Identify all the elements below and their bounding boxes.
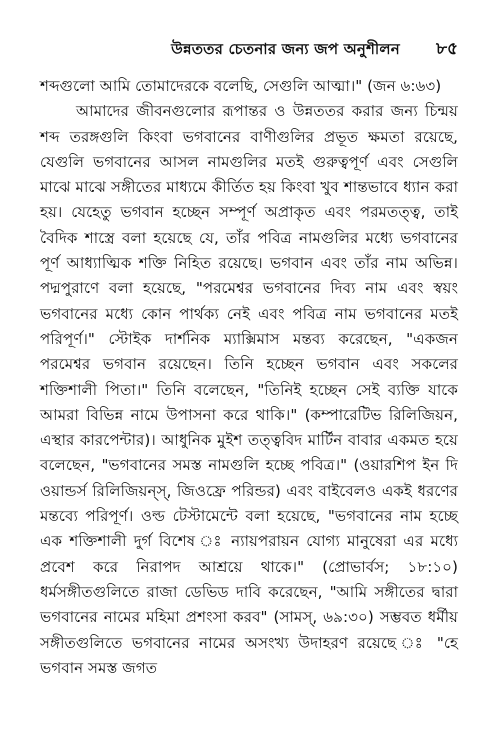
chapter-title: উন্নততর চেতনার জন্য জপ অনুশীলন	[171, 40, 400, 58]
page-number: ৮৫	[435, 39, 458, 59]
running-header	[40, 36, 458, 66]
body-text	[40, 74, 458, 681]
paragraph: আমাদের জীবনগুলোর রূপান্তর ও উন্নততর করার জন্য চিন্ময় শব্দ তরঙ্গগুলি কিংবা ভগবানের বাণীগুলির প্রভূত ক্ষমতা রয়েছে, যেগুলি ভগবানের আসল নামগুলির মতই গুরুত্বপূর্ণ এবং সেগুলি মাঝে মাঝে সঙ্গীতের মাধ্যমে কীর্তিত হয় কিংবা খুব শান্তভাবে ধ্যান করা হয়। যেহেতু ভগবান হচ্ছেন সম্পূর্ণ অপ্রাকৃত এবং পরমতত্ত্ব, তাই বৈদিক শাস্ত্রে বলা হয়েছে যে, তাঁর পবিত্র নামগুলির মধ্যে ভগবানের পূর্ণ আধ্যাত্মিক শক্তি নিহিত রয়েছে। ভগবান এবং তাঁর নাম অভিন্ন। পদ্মপুরাণে বলা হয়েছে, "পরমেশ্বর ভগবানের দিব্য নাম এবং স্বয়ং ভগবানের মধ্যে কোন পার্থক্য নেই এবং পবিত্র নাম ভগবানের মতই পরিপূর্ণ।" স্টোইক দার্শনিক ম্যাক্সিমাস মন্তব্য করেছেন, "একজন পরমেশ্বর ভগবান রয়েছেন। তিনি হচ্ছেন ভগবান এবং সকলের শক্তিশালী পিতা।" তিনি বলেছেন, "তিনিই হচ্ছেন সেই ব্যক্তি যাকে আমরা বিভিন্ন নামে উপাসনা করে থাকি।" (কম্পারেটিভ রিলিজিয়ন, এস্থার কারপেন্টার)। আধুনিক মুইশ তত্ত্ববিদ মার্টিন বাবার একমত হয়ে বলেছেন, "ভগবানের সমস্ত নামগুলি হচ্ছে পবিত্র।" (ওয়ারশিপ ইন দি ওয়ান্ডর্স রিলিজিয়ন্স্, জিওফ্রে পরিন্ডর) এবং বাইবেলও একই ধরণের মন্তব্যে পরিপূর্ণ। ওল্ড টেস্টামেন্টে বলা হয়েছে, "ভগবানের নাম হচ্ছে এক শক্তিশালী দুর্গ বিশেষ ঃ ন্যায়পরায়ন যোগ্য মানুষেরা এর মধ্যে প্রবেশ করে নিরাপদ আশ্রয়ে থাকে।" (প্রোভার্বস; ১৮:১০) ধর্মসঙ্গীতগুলিতে রাজা ডেভিড দাবি করেছেন, "আমি সঙ্গীতের দ্বারা ভগবানের নামের মহিমা প্রশংসা করব" (সামস্, ৬৯:৩০) সম্ভবত ধর্মীয় সঙ্গীতগুলিতে ভগবানের নামের অসংখ্য উদাহরণ রয়েছে ঃ "হে ভগবান সমস্ত জগত	[40, 102, 458, 677]
paragraph-continued: শব্দগুলো আমি তোমাদেরকে বলেছি, সেগুলি আত্মা।" (জন ৬:৬৩)	[40, 77, 442, 95]
